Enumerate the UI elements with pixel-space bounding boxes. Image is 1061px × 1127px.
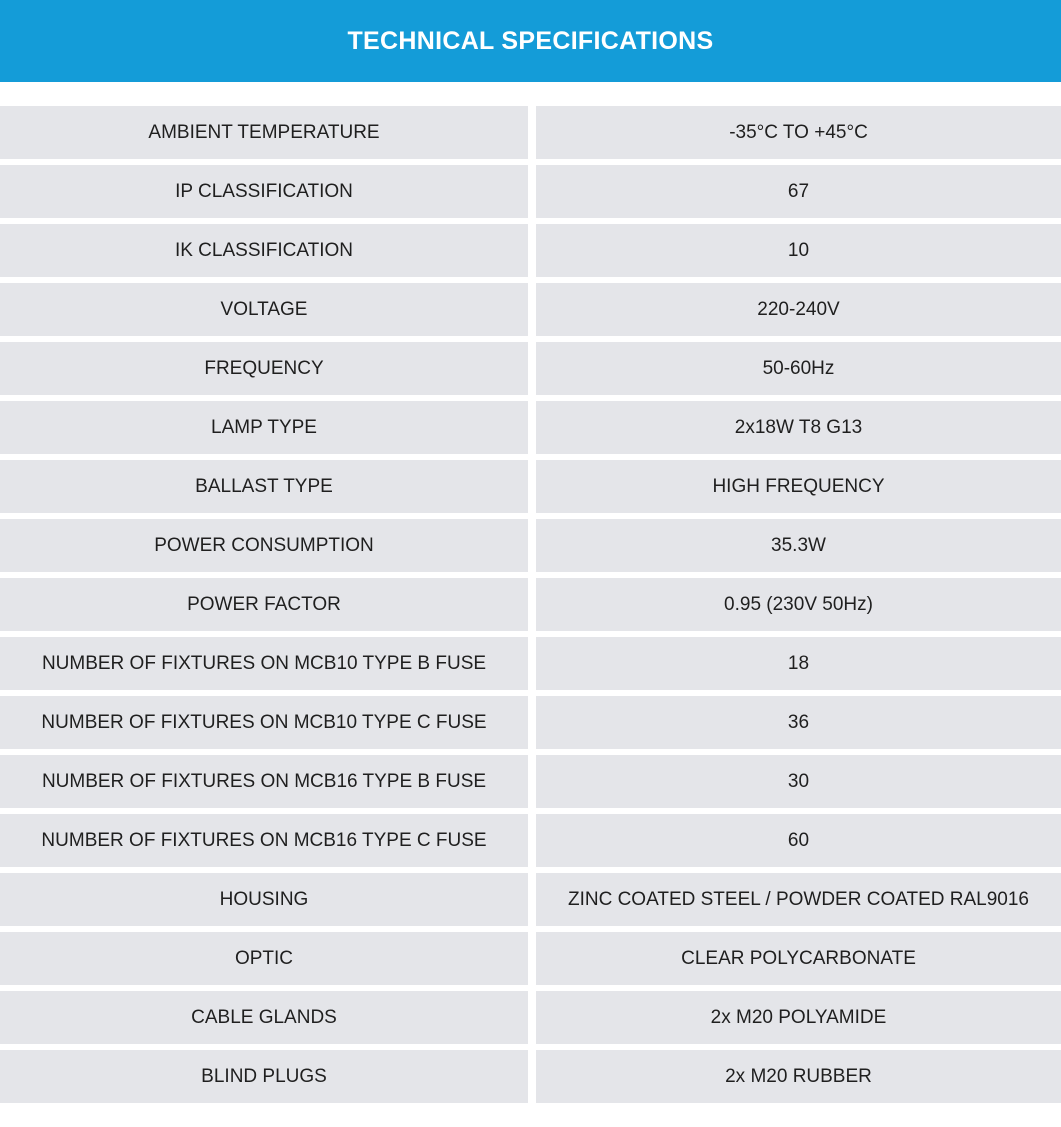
table-row xyxy=(0,873,1061,926)
table-row xyxy=(0,224,1061,277)
spec-value: 2x M20 POLYAMIDE xyxy=(536,991,1061,1044)
page-title: TECHNICAL SPECIFICATIONS xyxy=(347,26,714,55)
spec-label: NUMBER OF FIXTURES ON MCB10 TYPE B FUSE xyxy=(0,637,528,690)
spec-label: LAMP TYPE xyxy=(0,401,528,454)
table-row xyxy=(0,755,1061,808)
spec-value: 0.95 (230V 50Hz) xyxy=(536,578,1061,631)
spec-value: 36 xyxy=(536,696,1061,749)
spec-label: NUMBER OF FIXTURES ON MCB16 TYPE B FUSE xyxy=(0,755,528,808)
spec-label: CABLE GLANDS xyxy=(0,991,528,1044)
spec-value: 67 xyxy=(536,165,1061,218)
table-row xyxy=(0,342,1061,395)
spec-label: VOLTAGE xyxy=(0,283,528,336)
spec-label: POWER CONSUMPTION xyxy=(0,519,528,572)
spec-value: 35.3W xyxy=(536,519,1061,572)
table-row xyxy=(0,519,1061,572)
spec-value: 2x M20 RUBBER xyxy=(536,1050,1061,1103)
spec-value: 50-60Hz xyxy=(536,342,1061,395)
spec-value: 10 xyxy=(536,224,1061,277)
table-row xyxy=(0,165,1061,218)
spec-label: AMBIENT TEMPERATURE xyxy=(0,106,528,159)
table-row xyxy=(0,1050,1061,1103)
table-row xyxy=(0,696,1061,749)
spec-value: 220-240V xyxy=(536,283,1061,336)
spec-value: CLEAR POLYCARBONATE xyxy=(536,932,1061,985)
spec-header xyxy=(0,0,1061,82)
table-row xyxy=(0,106,1061,159)
spec-label: NUMBER OF FIXTURES ON MCB16 TYPE C FUSE xyxy=(0,814,528,867)
spec-value: 30 xyxy=(536,755,1061,808)
spec-label: IP CLASSIFICATION xyxy=(0,165,528,218)
table-row xyxy=(0,814,1061,867)
spec-value: 60 xyxy=(536,814,1061,867)
spec-value: ZINC COATED STEEL / POWDER COATED RAL9016 xyxy=(536,873,1061,926)
spec-label: BALLAST TYPE xyxy=(0,460,528,513)
spec-value: HIGH FREQUENCY xyxy=(536,460,1061,513)
spec-value: 2x18W T8 G13 xyxy=(536,401,1061,454)
table-row xyxy=(0,283,1061,336)
spec-value: 18 xyxy=(536,637,1061,690)
table-row xyxy=(0,401,1061,454)
table-row xyxy=(0,637,1061,690)
spec-label: OPTIC xyxy=(0,932,528,985)
spec-label: NUMBER OF FIXTURES ON MCB10 TYPE C FUSE xyxy=(0,696,528,749)
spec-label: BLIND PLUGS xyxy=(0,1050,528,1103)
spec-table xyxy=(0,106,1061,1109)
table-row xyxy=(0,460,1061,513)
spec-label: POWER FACTOR xyxy=(0,578,528,631)
spec-label: HOUSING xyxy=(0,873,528,926)
spec-label: IK CLASSIFICATION xyxy=(0,224,528,277)
table-row xyxy=(0,932,1061,985)
table-row xyxy=(0,991,1061,1044)
spec-label: FREQUENCY xyxy=(0,342,528,395)
table-row xyxy=(0,578,1061,631)
spec-value: -35°C TO +45°C xyxy=(536,106,1061,159)
